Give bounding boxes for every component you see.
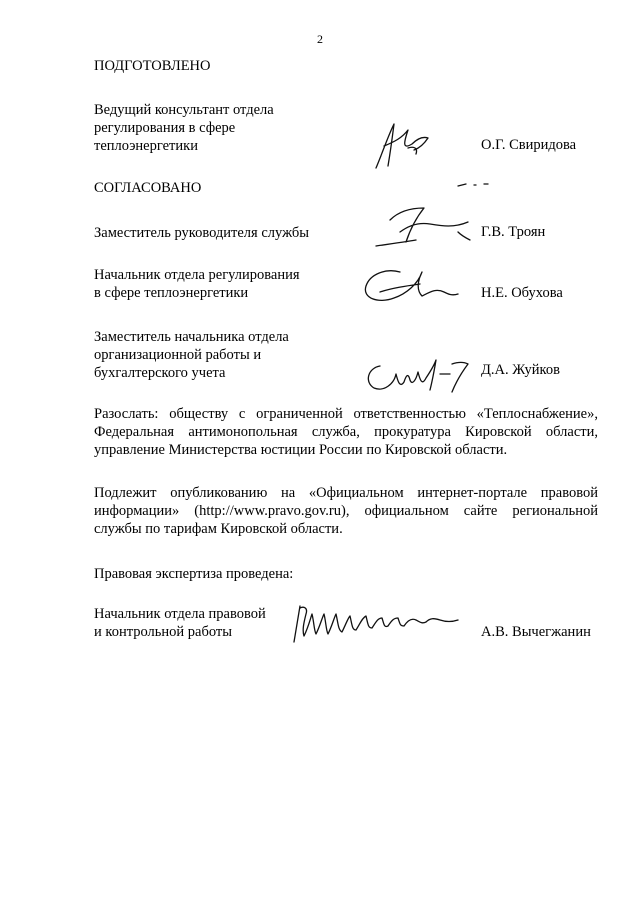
role-line: Заместитель начальника отдела (94, 329, 289, 345)
agreed-role-zhuykov (94, 328, 364, 382)
legal-review-heading: Правовая экспертиза проведена: (94, 566, 294, 582)
role-line: регулирования в сфере (94, 120, 236, 136)
role-line: в сфере теплоэнергетики (94, 285, 249, 301)
name-vychegzhanin: А.В. Вычегжанин (481, 624, 591, 640)
publication-paragraph: Подлежит опубликованию на «Официальном интернет-портале правовой информации» (http://www.pravo.gov.ru), официальном сайте региональной службы по тарифам Кировской области. (94, 485, 598, 537)
signature-troyan (370, 198, 480, 250)
role-line: организационной работы и (94, 347, 262, 363)
role-line: Начальник отдела правовой (94, 606, 266, 622)
agreed-heading: СОГЛАСОВАНО (94, 180, 202, 196)
signature-sviridova (368, 118, 448, 174)
name-troyan: Г.В. Троян (481, 224, 546, 240)
role-line: Ведущий консультант отдела (94, 102, 274, 118)
agreed-role-obukhova (94, 266, 364, 302)
signature-mark (454, 178, 494, 192)
signature-zhuykov (360, 352, 472, 396)
signature-obukhova (360, 262, 460, 308)
role-line: бухгалтерского учета (94, 365, 226, 381)
role-line: и контрольной работы (94, 624, 232, 640)
signature-vychegzhanin (286, 596, 462, 646)
name-obukhova: Н.Е. Обухова (481, 285, 563, 301)
role-line: Начальник отдела регулирования (94, 267, 300, 283)
role-line: теплоэнергетики (94, 138, 198, 154)
name-zhuykov: Д.А. Жуйков (481, 362, 560, 378)
page-number: 2 (317, 32, 323, 46)
role-line: Заместитель руководителя службы (94, 225, 310, 241)
name-sviridova: О.Г. Свиридова (481, 137, 577, 153)
prepared-heading: ПОДГОТОВЛЕНО (94, 58, 211, 74)
prepared-role (94, 101, 364, 155)
distribution-paragraph: Разослать: обществу с ограниченной ответственностью «Теплоснабжение», Федеральная антимонопольная служба, прокуратура Кировской области, управление Министерства юстиции России по Кировской области. (94, 406, 598, 458)
agreed-role-troyan (94, 224, 364, 242)
